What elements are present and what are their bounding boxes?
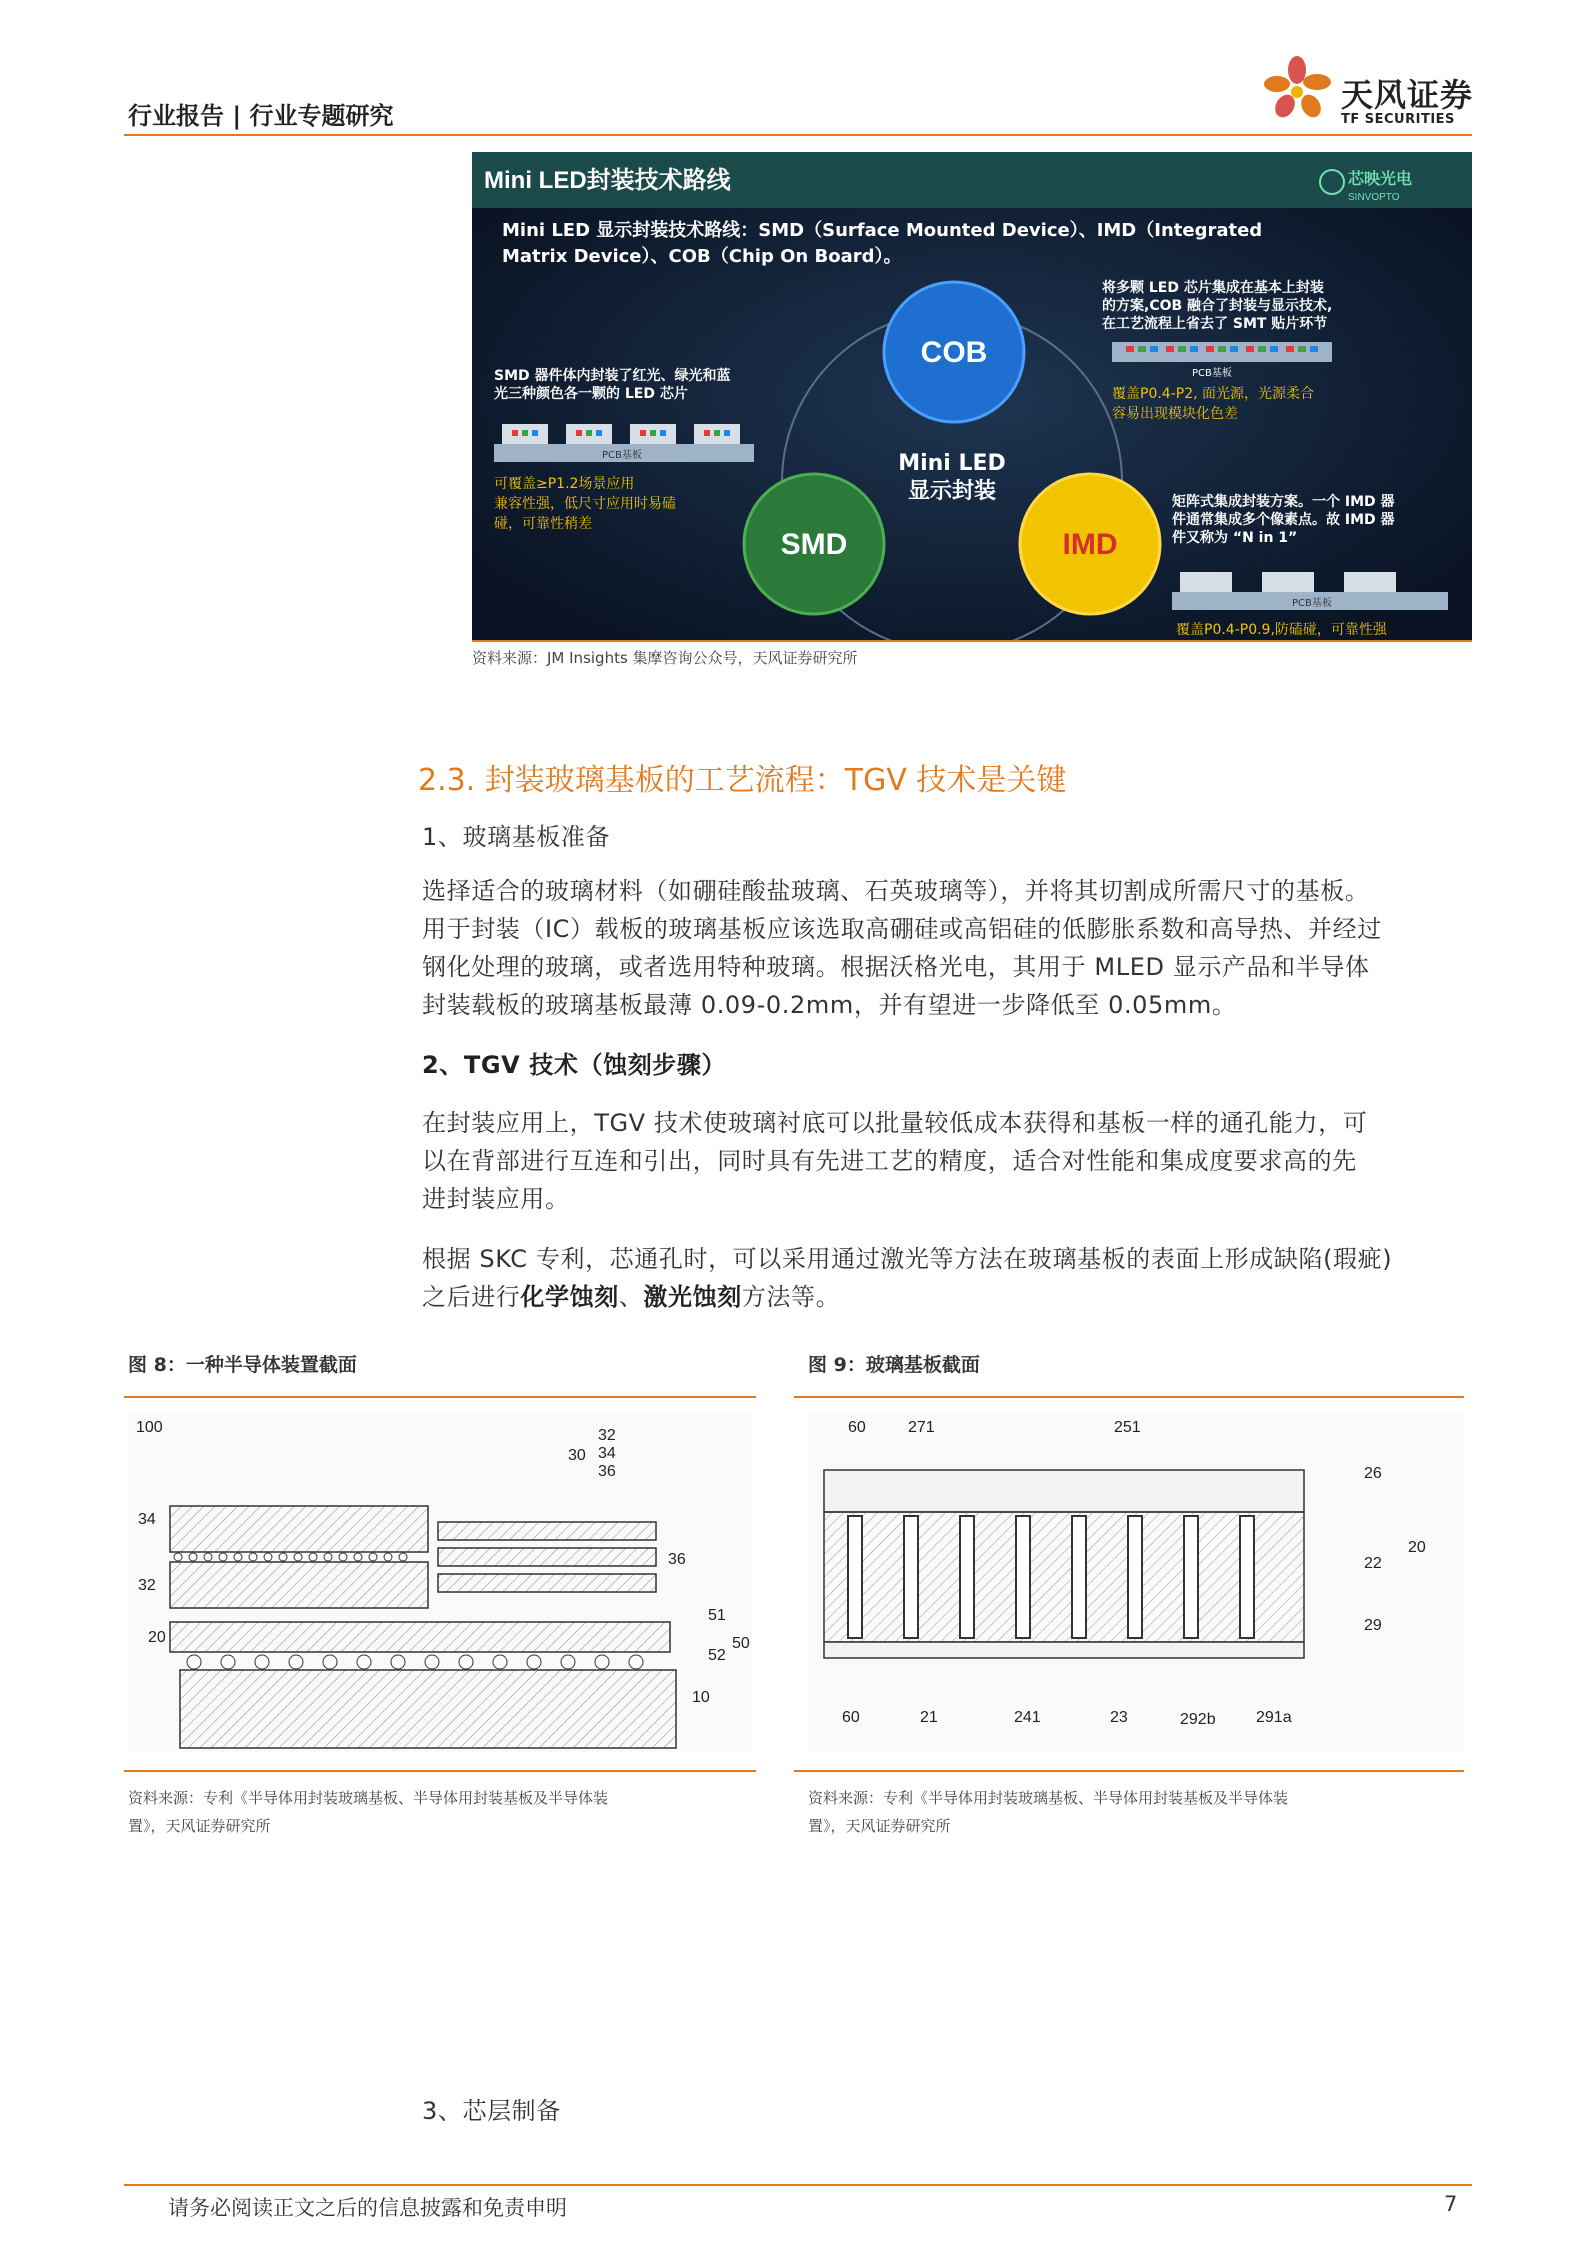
cob-note-1: 覆盖P0.4-P2, 面光源，光源柔合: [1112, 386, 1315, 402]
fig9-label: 271: [908, 1419, 935, 1436]
imd-desc-3: 件又称为 “N in 1”: [1172, 530, 1298, 546]
step2-line-1: 在封装应用上，TGV 技术使玻璃衬底可以批量较低成本获得和基板一样的通孔能力，可: [422, 1109, 1368, 1137]
solder-ball: [561, 1655, 575, 1669]
fig9-label: 241: [1014, 1709, 1041, 1726]
figure-source: 资料来源：JM Insights 集摩咨询公众号，天风证券研究所: [472, 649, 858, 667]
step2-line-2: 以在背部进行互连和引出，同时具有先进工艺的精度，适合对性能和集成度要求高的先: [422, 1147, 1357, 1175]
through-glass-via: [1184, 1516, 1198, 1638]
solder-ball: [187, 1655, 201, 1669]
imd-label: IMD: [1062, 528, 1118, 561]
fig9-figure: [808, 1412, 1464, 1752]
step1-title: 1、玻璃基板准备: [422, 823, 611, 851]
step1-paragraph: [422, 872, 1470, 1024]
cob-label: COB: [920, 336, 988, 369]
smd-note-1: 可覆盖≥P1.2场景应用: [494, 476, 635, 492]
fig8-label: 34: [598, 1445, 616, 1462]
smd-label: SMD: [780, 528, 848, 561]
cob-desc-2: 的方案,COB 融合了封装与显示技术,: [1102, 298, 1333, 314]
fig8-label: 52: [708, 1647, 726, 1664]
step1-line-3: 钢化处理的玻璃，或者选用特种玻璃。根据沃格光电，其用于 MLED 显示产品和半导体: [422, 953, 1370, 981]
fig9-label: 22: [1364, 1555, 1382, 1572]
smd-pcb-label: PCB基板: [602, 450, 642, 461]
fig8-caption: 图 8：一种半导体装置截面: [128, 1354, 357, 1376]
bump: [204, 1553, 212, 1561]
center-label-2: 显示封装: [907, 479, 997, 504]
section-heading: 2.3. 封装玻璃基板的工艺流程：TGV 技术是关键: [418, 763, 1067, 798]
through-glass-via: [1016, 1516, 1030, 1638]
step2-skc-line-1: 根据 SKC 专利，芯通孔时，可以采用通过激光等方法在玻璃基板的表面上形成缺陷(瑕疵): [422, 1245, 1393, 1273]
bump: [339, 1553, 347, 1561]
solder-ball: [425, 1655, 439, 1669]
fig8-caption-line: [124, 1396, 756, 1398]
mini-led-route-figure: [472, 152, 1472, 640]
bump: [234, 1553, 242, 1561]
fig8-label: 32: [598, 1427, 616, 1444]
figure-divider: [472, 640, 1472, 642]
chemical-etching-term: 化学蚀刻: [520, 1283, 619, 1311]
solder-ball: [391, 1655, 405, 1669]
fig9-label: 26: [1364, 1465, 1382, 1482]
solder-ball: [323, 1655, 337, 1669]
cob-desc-1: 将多颗 LED 芯片集成在基本上封装: [1102, 280, 1324, 296]
header-divider: [124, 134, 1472, 136]
cob-pcb-label: PCB基板: [1192, 368, 1232, 379]
step1-line-4: 封装载板的玻璃基板最薄 0.09-0.2mm，并有望进一步降低至 0.05mm。: [422, 991, 1237, 1019]
fig9-label: 29: [1364, 1617, 1382, 1634]
fig9-bottom-line: [794, 1770, 1464, 1772]
imd-note: 覆盖P0.4-P0.9,防磕碰，可靠性强: [1176, 622, 1387, 638]
center-label-1: Mini LED: [898, 451, 1006, 476]
solder-ball: [629, 1655, 643, 1669]
solder-ball: [595, 1655, 609, 1669]
fig8-source-line-1: 资料来源：专利《半导体用封装玻璃基板、半导体用封装基板及半导体装: [128, 1789, 609, 1807]
fig9-label: 21: [920, 1709, 938, 1726]
step2-line-3: 进封装应用。: [422, 1185, 570, 1213]
brand-name: 芯映光电: [1348, 171, 1413, 188]
fig9-label: 23: [1110, 1709, 1128, 1726]
through-glass-via: [1240, 1516, 1254, 1638]
cob-note-2: 容易出现模块化色差: [1112, 406, 1238, 422]
skc-separator: 、: [618, 1283, 644, 1311]
bump: [324, 1553, 332, 1561]
page-number: 7: [1444, 2192, 1458, 2216]
fig8-label: 100: [136, 1419, 163, 1436]
logo-text-en: TF SECURITIES: [1341, 112, 1455, 127]
solder-ball: [459, 1655, 473, 1669]
cob-desc-3: 在工艺流程上省去了 SMT 贴片环节: [1102, 316, 1328, 332]
bump: [264, 1553, 272, 1561]
imd-pcb-label: PCB基板: [1292, 598, 1332, 609]
laser-etching-term: 激光蚀刻: [643, 1283, 742, 1311]
fig8-label: 20: [148, 1629, 166, 1646]
fig9-label: 60: [848, 1419, 866, 1436]
report-category: 行业报告 | 行业专题研究: [128, 102, 394, 130]
fig9-label: 60: [842, 1709, 860, 1726]
bump: [309, 1553, 317, 1561]
fig9-label: 291a: [1256, 1709, 1292, 1726]
smd-desc-2: 光三种颜色各一颗的 LED 芯片: [494, 386, 688, 402]
step2-skc-paragraph: [422, 1240, 1470, 1316]
fig8-label: 30: [568, 1447, 586, 1464]
fig9-cross-section-diagram: [808, 1412, 1464, 1752]
brand-name-en: SINVOPTO: [1348, 192, 1400, 203]
through-glass-via: [960, 1516, 974, 1638]
fig8-label: 36: [668, 1551, 686, 1568]
bump: [354, 1553, 362, 1561]
bump: [294, 1553, 302, 1561]
fig8-label: 32: [138, 1577, 156, 1594]
solder-ball: [255, 1655, 269, 1669]
bump: [219, 1553, 227, 1561]
fig8-cross-section-diagram: [128, 1412, 752, 1752]
smd-note-2: 兼容性强，低尺寸应用时易磕: [494, 496, 676, 512]
fig9-caption-line: [794, 1396, 1464, 1398]
through-glass-via: [848, 1516, 862, 1638]
fig9-caption: 图 9：玻璃基板截面: [808, 1354, 980, 1376]
panel-title: Mini LED封装技术路线: [484, 167, 731, 194]
route-text-1: Mini LED 显示封装技术路线：SMD（Surface Mounted Device）、IMD（Integrated: [502, 220, 1263, 241]
route-text-2: Matrix Device）、COB（Chip On Board）。: [502, 246, 902, 267]
fig8-label: 34: [138, 1511, 156, 1528]
bump: [369, 1553, 377, 1561]
through-glass-via: [1128, 1516, 1142, 1638]
footer-disclaimer: 请务必阅读正文之后的信息披露和免责申明: [168, 2196, 567, 2220]
fig8-source: [128, 1784, 608, 1840]
bump: [249, 1553, 257, 1561]
through-glass-via: [1072, 1516, 1086, 1638]
step1-line-2: 用于封装（IC）载板的玻璃基板应该选取高硼硅或高铝硅的低膨胀系数和高导热、并经过: [422, 915, 1382, 943]
fig9-label: 292b: [1180, 1711, 1216, 1728]
fig8-label: 50: [732, 1635, 750, 1652]
skc-text-e: 方法等。: [741, 1283, 841, 1311]
solder-ball: [527, 1655, 541, 1669]
step3-title: 3、芯层制备: [422, 2097, 561, 2125]
step2-skc-line-2: [422, 1278, 1470, 1316]
logo-text-cn: 天风证券: [1341, 76, 1474, 114]
fig9-source-line-2: 置》，天风证券研究所: [808, 1817, 951, 1835]
through-glass-via: [904, 1516, 918, 1638]
bump: [279, 1553, 287, 1561]
fig8-label: 10: [692, 1689, 710, 1706]
flower-logo-icon: [1255, 52, 1341, 132]
fig8-label: 51: [708, 1607, 726, 1624]
smd-desc-1: SMD 器件体内封装了红光、绿光和蓝: [494, 368, 731, 384]
fig8-label: 36: [598, 1463, 616, 1480]
imd-desc-1: 矩阵式集成封装方案。一个 IMD 器: [1172, 494, 1395, 510]
step1-line-1: 选择适合的玻璃材料（如硼硅酸盐玻璃、石英玻璃等），并将其切割成所需尺寸的基板。: [422, 877, 1370, 905]
fig8-source-line-2: 置》，天风证券研究所: [128, 1817, 271, 1835]
skc-text-a: 之后进行: [422, 1283, 521, 1311]
solder-ball: [221, 1655, 235, 1669]
bump: [174, 1553, 182, 1561]
fig9-label: 20: [1408, 1539, 1426, 1556]
solder-ball: [289, 1655, 303, 1669]
step2-paragraph: [422, 1104, 1470, 1218]
fig8-figure: [128, 1412, 752, 1752]
company-logo: [1255, 52, 1485, 132]
bump: [384, 1553, 392, 1561]
bump: [189, 1553, 197, 1561]
fig9-source-line-1: 资料来源：专利《半导体用封装玻璃基板、半导体用封装基板及半导体装: [808, 1789, 1289, 1807]
fig9-label: 251: [1114, 1419, 1141, 1436]
step2-title: 2、TGV 技术（蚀刻步骤）: [422, 1051, 727, 1079]
solder-ball: [493, 1655, 507, 1669]
footer-divider: [124, 2184, 1472, 2186]
fig8-bottom-line: [124, 1770, 756, 1772]
solder-ball: [357, 1655, 371, 1669]
mini-led-diagram: [472, 152, 1472, 640]
fig9-source: [808, 1784, 1288, 1840]
imd-desc-2: 件通常集成多个像素点。故 IMD 器: [1172, 512, 1395, 528]
bump: [399, 1553, 407, 1561]
smd-note-3: 碰，可靠性稍差: [494, 516, 592, 532]
